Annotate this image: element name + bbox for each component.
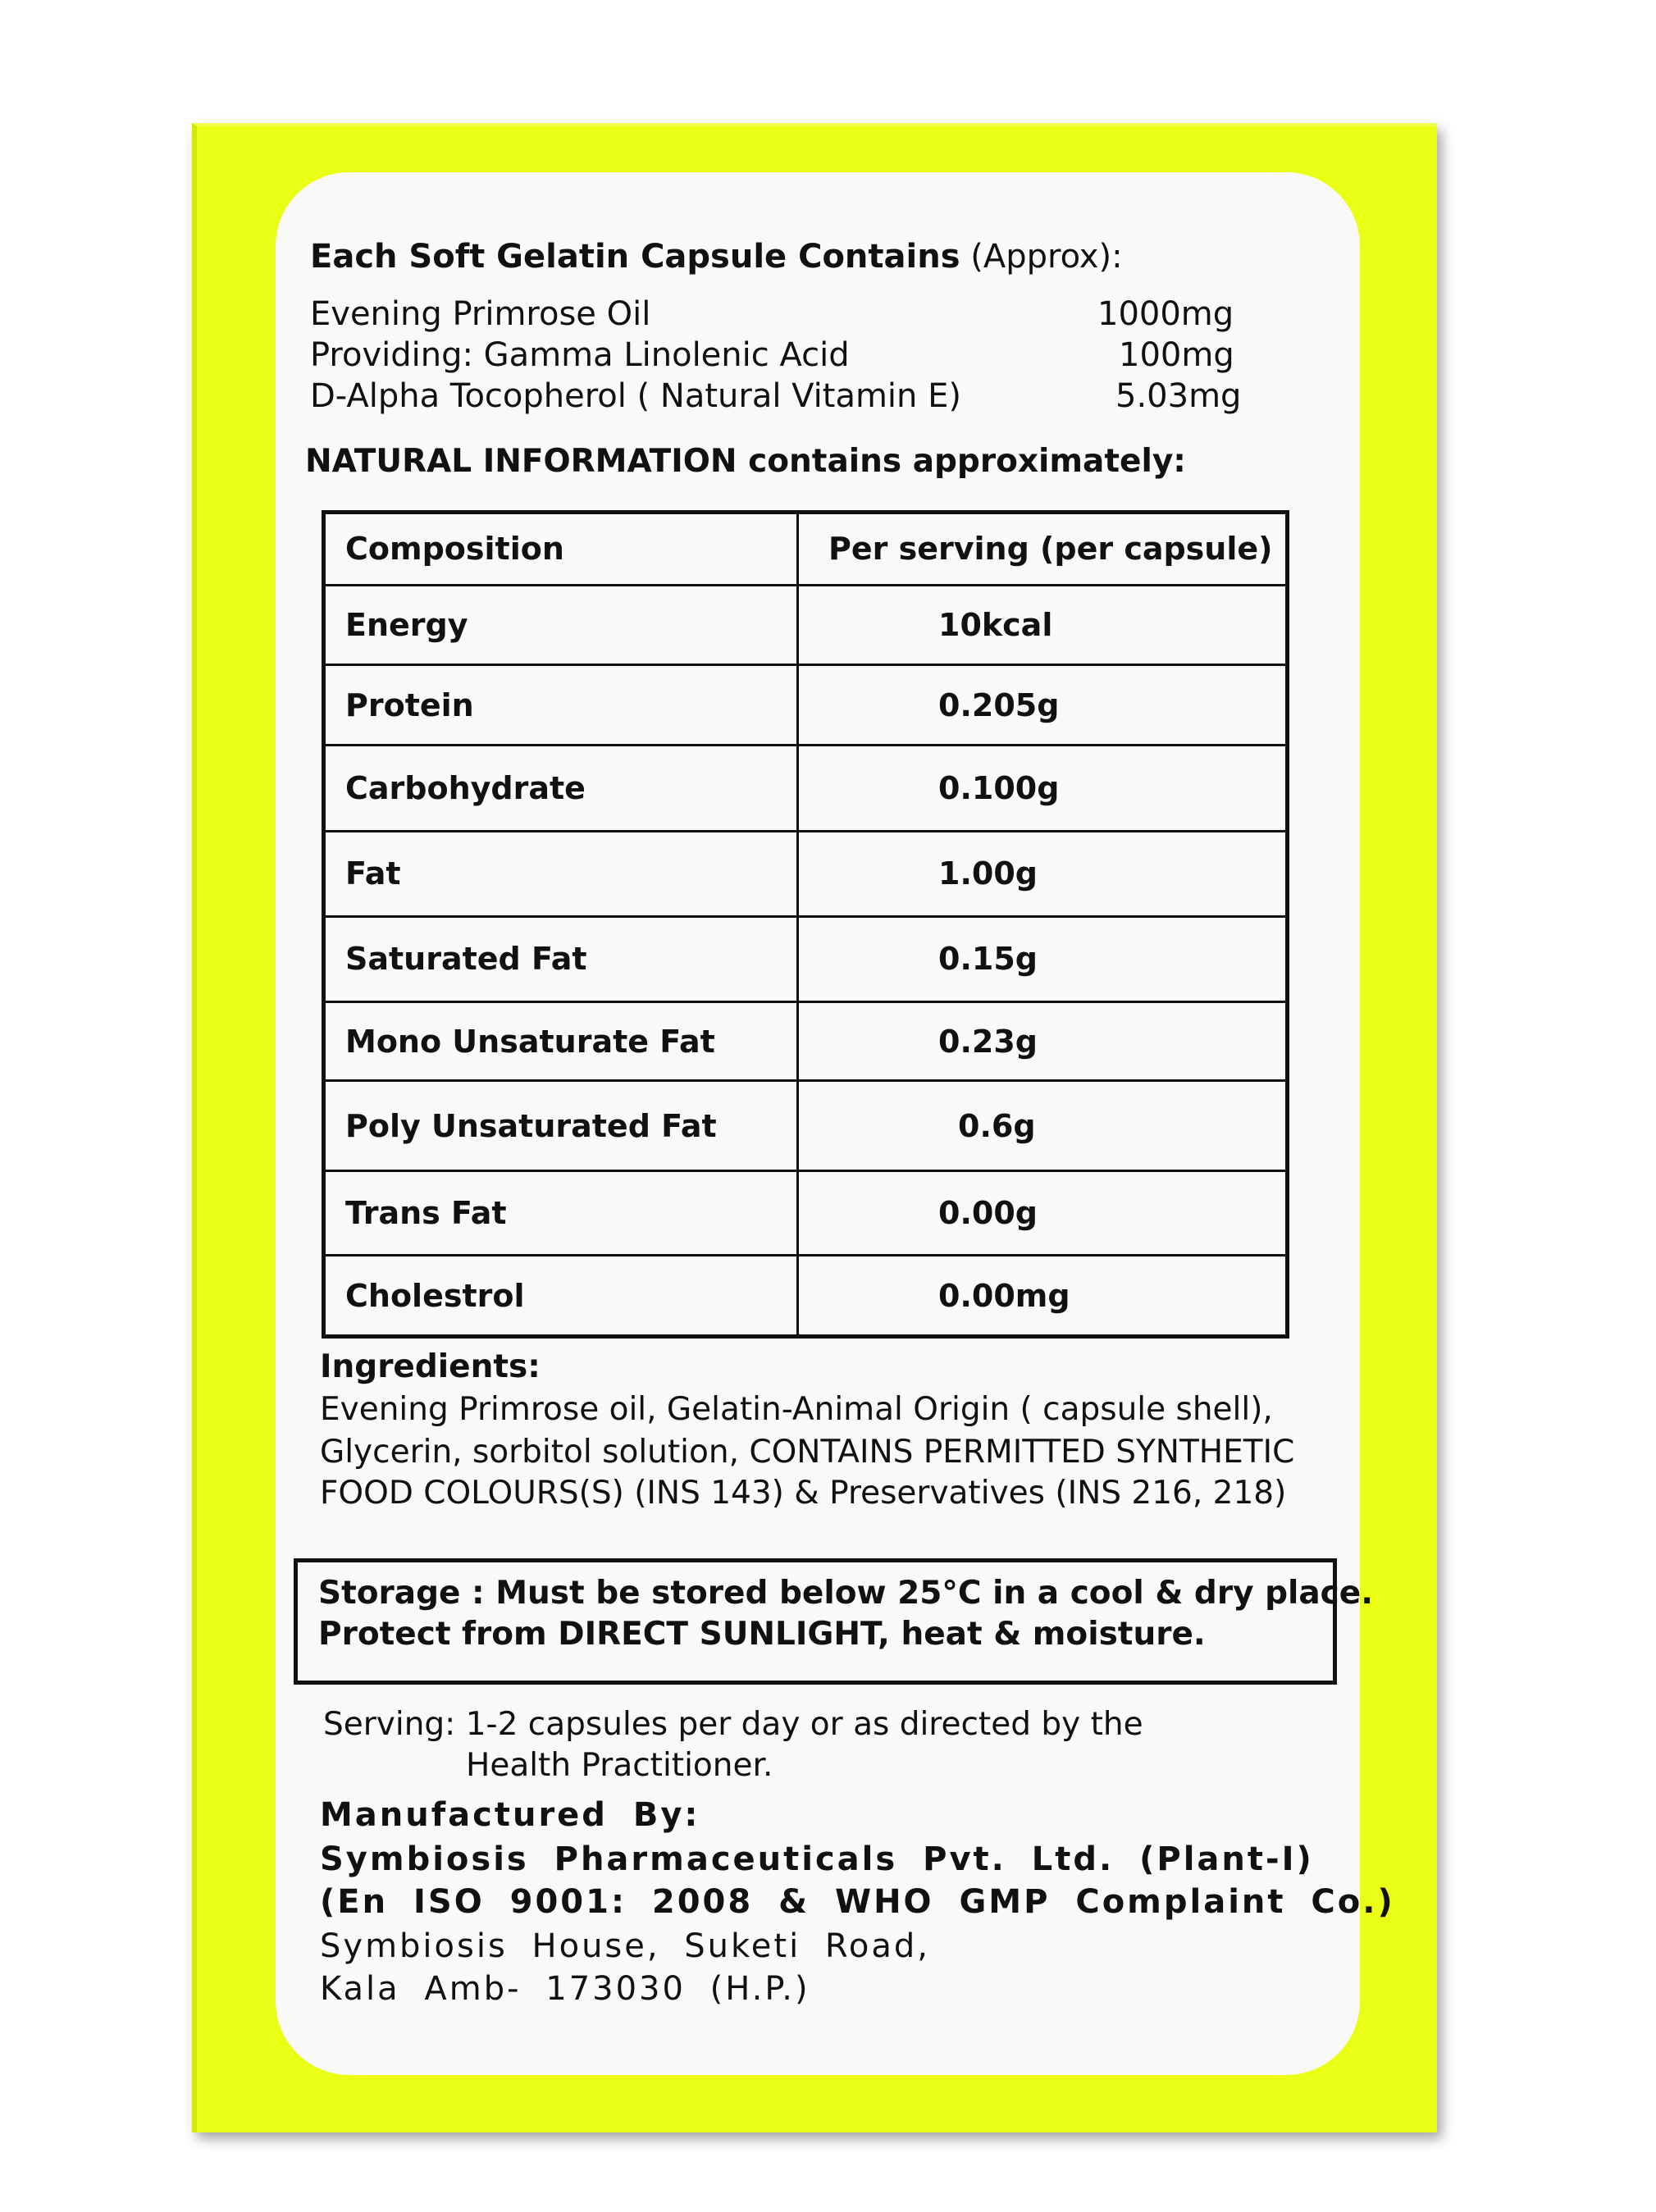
table-cell-name: Energy — [324, 585, 798, 665]
table-cell-value: 0.100g — [798, 746, 1288, 832]
ingredients-line: Glycerin, sorbitol solution, CONTAINS PERMITTED SYNTHETIC — [320, 1434, 1295, 1471]
table-row — [324, 1001, 1288, 1081]
table-row — [324, 1171, 1288, 1256]
ingredients-heading: Ingredients: — [320, 1348, 541, 1385]
table-row — [324, 1256, 1288, 1337]
table-row — [324, 1081, 1288, 1171]
storage-line: Storage : Must be stored below 25°C in a cool & dry place. — [318, 1575, 1374, 1612]
table-cell-value: 0.205g — [798, 665, 1288, 746]
table-header-row — [324, 513, 1288, 586]
manufacturer-name: Symbiosis Pharmaceuticals Pvt. Ltd. (Plant-I) — [320, 1840, 1314, 1878]
composition-table — [322, 510, 1289, 1339]
natural-info-heading: NATURAL INFORMATION contains approximately: — [305, 443, 1186, 480]
table-cell-name: Saturated Fat — [324, 916, 798, 1001]
serving-line: Health Practitioner. — [466, 1747, 773, 1784]
contains-heading-bold: Each Soft Gelatin Capsule Contains — [310, 238, 960, 276]
contains-item-amount: 100mg — [1119, 336, 1234, 374]
contains-heading — [310, 238, 1123, 276]
table-cell-value: 0.6g — [798, 1081, 1288, 1171]
manufacturer-certification: (En ISO 9001: 2008 & WHO GMP Complaint Co.) — [320, 1883, 1395, 1921]
table-cell-name: Poly Unsaturated Fat — [324, 1081, 798, 1171]
table-cell-name: Cholestrol — [324, 1256, 798, 1337]
table-cell-value: 1.00g — [798, 832, 1288, 917]
serving-line: Serving: 1-2 capsules per day or as directed by the — [323, 1706, 1143, 1743]
contains-heading-normal: (Approx): — [960, 238, 1123, 276]
manufacturer-address: Symbiosis House, Suketi Road, — [320, 1927, 930, 1965]
contains-item-name: D-Alpha Tocopherol ( Natural Vitamin E) — [310, 377, 961, 415]
contains-item-amount: 1000mg — [1097, 295, 1234, 333]
table-row — [324, 746, 1288, 832]
table-cell-value: 0.23g — [798, 1001, 1288, 1081]
table-cell-name: Carbohydrate — [324, 746, 798, 832]
table-cell-name: Protein — [324, 665, 798, 746]
contains-item-name: Evening Primrose Oil — [310, 295, 651, 333]
table-row — [324, 665, 1288, 746]
storage-line: Protect from DIRECT SUNLIGHT, heat & moisture. — [318, 1616, 1206, 1653]
table-cell-value: 0.00mg — [798, 1256, 1288, 1337]
table-cell-name: Fat — [324, 832, 798, 917]
table-row — [324, 916, 1288, 1001]
manufacturer-address: Kala Amb- 173030 (H.P.) — [320, 1970, 810, 2008]
table-cell-name: Trans Fat — [324, 1171, 798, 1256]
ingredients-line: Evening Primrose oil, Gelatin-Animal Origin ( capsule shell), — [320, 1391, 1273, 1428]
table-row — [324, 832, 1288, 917]
contains-item-amount: 5.03mg — [1115, 377, 1242, 415]
table-header-cell: Per serving (per capsule) — [798, 513, 1288, 586]
table-cell-value: 10kcal — [798, 585, 1288, 665]
table-row — [324, 585, 1288, 665]
table-cell-name: Mono Unsaturate Fat — [324, 1001, 798, 1081]
contains-item-name: Providing: Gamma Linolenic Acid — [310, 336, 850, 374]
table-cell-value: 0.00g — [798, 1171, 1288, 1256]
ingredients-line: FOOD COLOURS(S) (INS 143) & Preservatives (INS 216, 218) — [320, 1475, 1287, 1512]
table-cell-value: 0.15g — [798, 916, 1288, 1001]
table-header-cell: Composition — [324, 513, 798, 586]
manufacturer-heading: Manufactured By: — [320, 1796, 700, 1834]
